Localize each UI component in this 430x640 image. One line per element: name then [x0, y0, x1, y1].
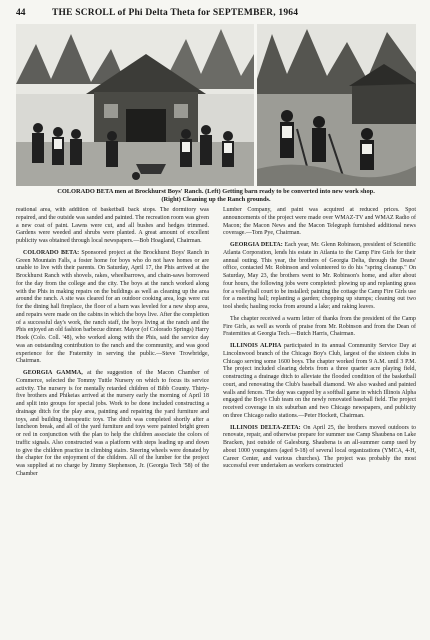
- chapter-name: ILLINOIS ALPHA: [230, 343, 282, 349]
- paragraph-text: The chapter received a warm letter of thanks from the president of the Camp Fire Girls, as well as words of praise from Mr. Robinson and from the Dean of Fraternities at Georgia Tech.—Butch Harris, Chairman.: [223, 315, 416, 338]
- chapter-name: ILLINOIS DELTA-ZETA:: [230, 424, 301, 431]
- photo-grounds-image: [257, 24, 416, 186]
- paragraph-text: Sponsored project at the Brockhurst Boys' Ranch in Green Mountain Falls, a foster home for boys who do not have homes or are unable to live with their parents. On Saturday, April 17, the Phis arrived at the Brockhurst Ranch with shovels, rakes, wheelbarrows, and chain-saws borrowed for the day from the college and the city. The boys at the ranch worked along with the Phis in making repairs on the buildings as well as cleaning up the area around the ranch. A site was cleared for an outdoor cooking area, logs were cut for the dining hall fireplace, the floor of a barn was leveled for a new shop area, and repairs were made on the cabins in which the boys live. After the completion of a successful day's work, the ranch staff, the boys living at the ranch and the Phis enjoyed an old fashion barbecue dinner. Mayor (of Colorado Springs) Harry Hoek (Colo. Coll. '48), who worked along with the Phis, said the service day was an outstanding contribution to the ranch and the community, and was good experience for the Fraternity in serving the public.—Steve Trowbridge, Chairman.: [16, 249, 209, 365]
- chapter-name: GEORGIA GAMMA,: [23, 370, 83, 376]
- caption-line-2: (Right) Cleaning up the Ranch grounds.: [161, 196, 271, 203]
- paragraph: [223, 425, 416, 472]
- paragraph: [223, 343, 416, 421]
- running-head: [16, 6, 416, 20]
- article-columns: [16, 207, 416, 635]
- caption-line-1: COLORADO BETA men at Brockhurst Boys' Ranch. (Left) Getting barn ready to be converted into new work shop.: [57, 188, 375, 195]
- chapter-name: COLORADO BETA:: [23, 249, 80, 256]
- right-column: [223, 207, 416, 635]
- paragraph: [223, 316, 416, 339]
- paragraph-text: Each year, Mr. Glenn Robinson, president of Scientific Atlanta Corporation, lends his estate in Atlanta to the Camp Fire Girls for their annual outing. This year, the brothers of Georgia Delta, through the Deans' office, contacted Mr. Robinson and volunteered to do his "spring cleanup." On Saturday, May 23, the brothers went to Mr. Robinson's home, and after about four hours, the following jobs were completed: plowing up and replanting grass for a volleyball court to be installed; painting the cottage the Camp Fire Girls use for a meeting hall; replanting a garden; chopping up stumps; cleaning out two tool sheds; hauling rocks from around a lake; and raking leaves.: [223, 242, 416, 310]
- photo-caption: [16, 188, 416, 204]
- paragraph: [16, 250, 209, 366]
- paragraph-text: On April 25, the brothers moved outdoors to renovate, repair, and otherwise prepare for summer use Camp Shaubena on Lake Bracken, just outside of Galesburg. Shaubena is an all-summer camp used by about 1000 youngsters (aged 9-18) of several local organizations (YMCA, 4-H, Career Center, and various churches). The project was probably the most successful ever undertaken as workers constructed: [223, 424, 416, 470]
- paragraph-text: reational area, with addition of basketball back stops. The dormitory was repaired, and the outside was sanded and painted. The recreation room was given a new coat of paint. Lawns were cut, and all bushes and hedges trimmed. Gardens were weeded and shrubs were planted. A great amount of excellent publicity was obtained through local newspapers.—Bob Hoagland, Chairman.: [16, 207, 209, 244]
- paragraph-text: Lumber Company, and paint was acquired at reduced prices. Spot announcements of the project were made over WMAZ-TV and WMAZ Radio of Macon; the Macon News and the Macon Telegraph furnished additional news coverage.—Tom Pye, Chairman.: [223, 207, 416, 237]
- photo-strip: [16, 24, 416, 186]
- paragraph-text: participated in its annual Community Service Day at Lincolnwood branch of the Chicago Boy's Club, largest of the sixteen clubs in Chicago serving some 1600 boys. The chapter worked from 9 A.M. until 3 P.M. The project included clearing debris from a three quarter acre playing field, constructing a drainage ditch to alleviate the flooded condition of the basketball court, and renovating the Club's baseball diamond. We also washed and painted walls and fences. The day was capped by a softball game in which Illinois Alpha engaged the Boy's Club team on the newly renovated baseball field. The project received coverage in six suburban and two Chicago newspapers, and publicity on three Chicago radio stations.—Peter Hockett, Chairman.: [223, 343, 416, 419]
- paragraph: [223, 207, 416, 238]
- paragraph: [223, 242, 416, 312]
- paragraph: [16, 370, 209, 479]
- photo-grounds: [257, 24, 416, 186]
- chapter-name: GEORGIA DELTA:: [230, 242, 283, 248]
- photo-barn: [16, 24, 254, 186]
- page-number: 44: [16, 8, 26, 18]
- paragraph-text: at the suggestion of the Macon Chamber of Commerce, selected the Tommy Tuttle Nursery on which to focus its service activity. The nursery is for mentally retarded children of Bibb County. Thirty-five brothers and Phikeias arrived at the nursery early the morning of April 18 and split into groups for special jobs. Work to be done included constructing a drainage ditch for the play area, painting and repairing the yard furniture and toys, and building therapeutic toys. The ditch was completed shortly after a luncheon break, and all of the yard furniture and toys were painted bright green or red in conjunction with the plan to help the children associate the colors of traffic signals. Also constructed was a platform with steps leading up and down to give the children practice in climbing stairs. Steering wheels were donated by the chapter for the enjoyment of the children. All of the lumber for the project was supplied at no charge by Jimmy Stephenson, Jr. (Georgia Tech '58) of the Chamber: [16, 370, 209, 477]
- running-title: THE SCROLL of Phi Delta Theta for SEPTEMBER, 1964: [52, 8, 299, 18]
- paragraph: [16, 207, 209, 246]
- photo-barn-image: [16, 24, 254, 186]
- left-column: [16, 207, 209, 635]
